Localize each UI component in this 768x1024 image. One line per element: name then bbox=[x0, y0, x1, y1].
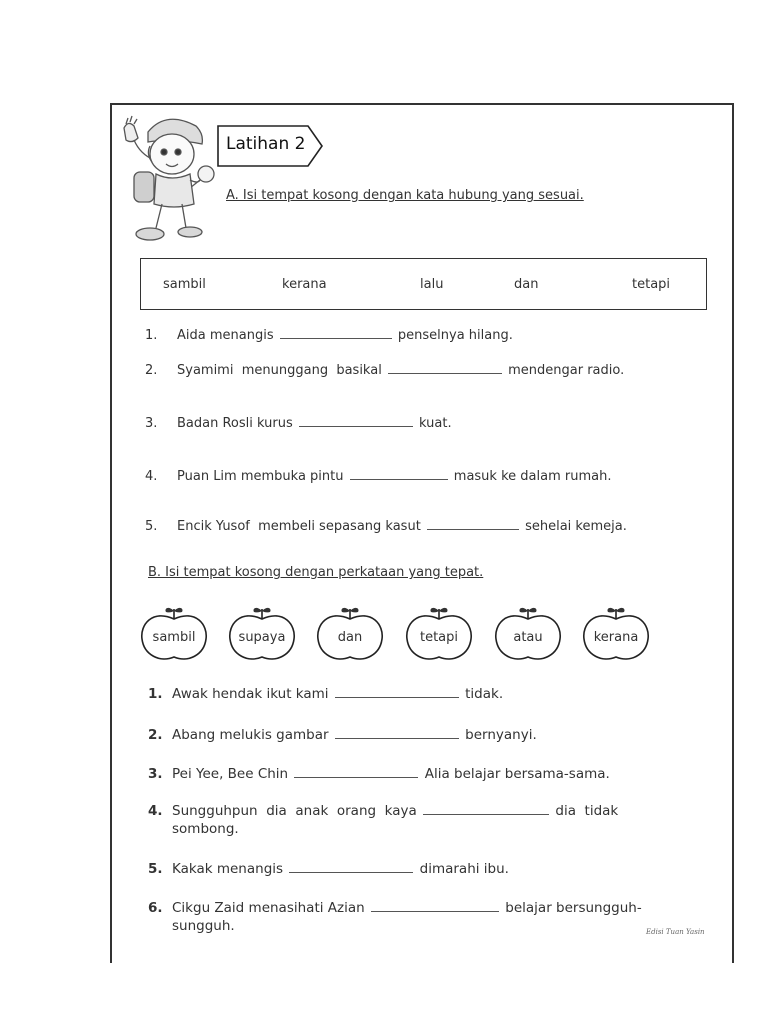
section-a-heading: A. Isi tempat kosong dengan kata hubung yang sesuai. bbox=[226, 188, 584, 203]
word-bank-item: lalu bbox=[420, 277, 444, 292]
answer-blank[interactable] bbox=[299, 414, 413, 427]
word-bank-item: dan bbox=[514, 277, 539, 292]
apple-word: sambil bbox=[152, 630, 196, 645]
answer-blank[interactable] bbox=[371, 899, 499, 912]
question-b5: 5. Kakak menangis dimarahi ibu. bbox=[148, 861, 509, 877]
word-bank-item: kerana bbox=[282, 277, 327, 292]
apple-word: dan bbox=[337, 630, 363, 645]
question-b2: 2. Abang melukis gambar bernyanyi. bbox=[148, 727, 537, 743]
apple-word: atau bbox=[513, 630, 543, 645]
question-b3: 3. Pei Yee, Bee Chin Alia belajar bersama-sama. bbox=[148, 766, 610, 782]
answer-blank[interactable] bbox=[423, 802, 549, 815]
answer-blank[interactable] bbox=[335, 726, 459, 739]
answer-blank[interactable] bbox=[388, 361, 502, 374]
question-b6: 6. Cikgu Zaid menasihati Azian belajar bersungguh- bbox=[148, 900, 642, 916]
answer-blank[interactable] bbox=[294, 765, 418, 778]
question-b1: 1. Awak hendak ikut kami tidak. bbox=[148, 686, 504, 702]
question-a4: 4. Puan Lim membuka pintu masuk ke dalam rumah. bbox=[145, 469, 612, 484]
answer-blank[interactable] bbox=[335, 685, 459, 698]
section-b-heading: B. Isi tempat kosong dengan perkataan yang tepat. bbox=[148, 565, 484, 580]
answer-blank[interactable] bbox=[350, 467, 448, 480]
question-a5: 5. Encik Yusof membeli sepasang kasut sehelai kemeja. bbox=[145, 519, 627, 534]
apple-word: supaya bbox=[238, 630, 286, 645]
worksheet-title: Latihan 2 bbox=[226, 134, 306, 154]
question-a1: 1. Aida menangis penselnya hilang. bbox=[145, 328, 513, 343]
question-b4-continuation: sombong. bbox=[172, 821, 239, 837]
question-a2: 2. Syamimi menunggang basikal mendengar radio. bbox=[145, 363, 625, 378]
answer-blank[interactable] bbox=[289, 860, 413, 873]
apple-word: tetapi bbox=[419, 630, 459, 645]
apple-word: kerana bbox=[593, 630, 639, 645]
answer-blank[interactable] bbox=[427, 517, 519, 530]
word-bank-item: tetapi bbox=[632, 277, 671, 292]
answer-blank[interactable] bbox=[280, 326, 392, 339]
student-mascot-illustration bbox=[116, 110, 226, 245]
question-b4: 4. Sungguhpun dia anak orang kaya dia tidak bbox=[148, 803, 619, 819]
author-signature: Edisi Tuan Yasin bbox=[646, 928, 705, 936]
question-b6-continuation: sungguh. bbox=[172, 918, 235, 934]
word-bank-item: sambil bbox=[163, 277, 206, 292]
question-a3: 3. Badan Rosli kurus kuat. bbox=[145, 416, 452, 431]
